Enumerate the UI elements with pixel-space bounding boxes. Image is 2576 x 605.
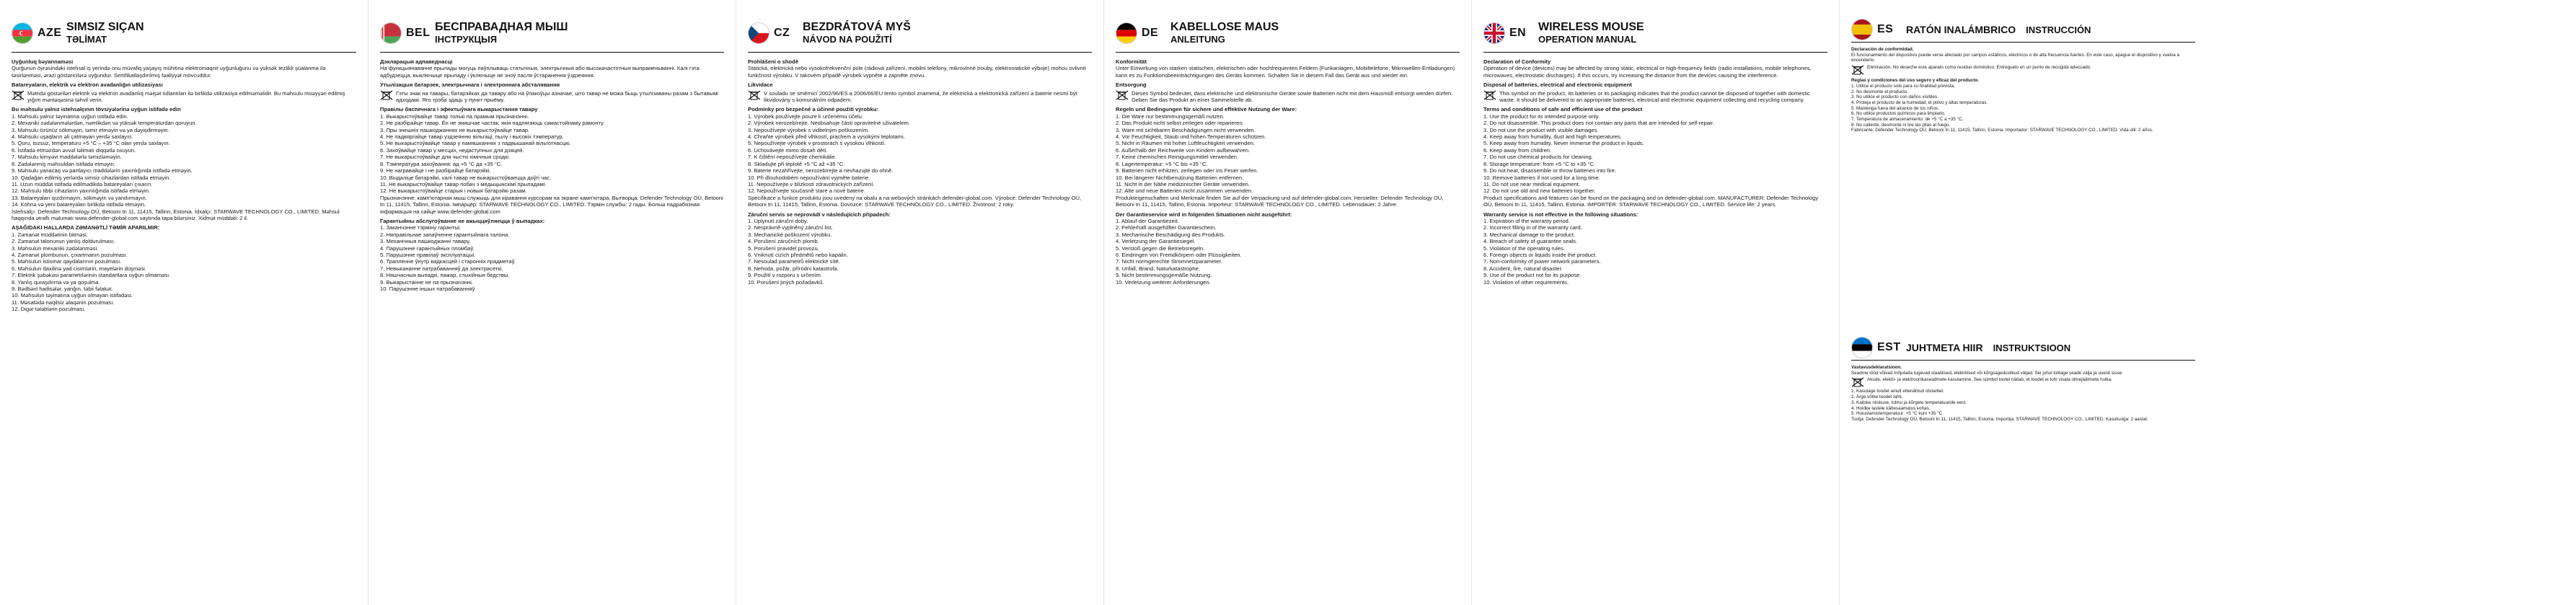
list-item: 7. Temperatura de almacenamiento: de +5 °C a +35 °C. [1851, 117, 1964, 123]
disposal-text: Гэты знак на тавары, батарэйках да тавару або на ўпакоўцы азначае, што тавар не можа быць утылізаваны разам з бытавымі адходамі. Яго трэба здаць у пункт прыёму. [396, 89, 718, 104]
list-item: 6. No utilice productos químicos para limpiarlo. [1851, 111, 1946, 117]
germany-flag-icon [1116, 22, 1137, 44]
section-heading: Konformität [1116, 58, 1147, 65]
section-heading: Prohlášení o shodě [748, 58, 799, 65]
list-item: 11. Nicht in der Nähe medizinischer Geräte verwenden. [1116, 180, 1250, 187]
column-header [1851, 17, 2195, 43]
list-item: 9. Bədbəxt hadisələr, yanğın, təbii fəlakət. [12, 286, 113, 292]
list-item: 4. Парушэнне гарантыйных пломбаў. [380, 244, 475, 252]
list-item: 7. Non-conformity of power network parameters. [1483, 258, 1601, 265]
disposal-text: This symbol on the product, its batteries or its packaging indicates that the product cannot be disposed of together with domestic waste. It should be delivered to an appropriate batteries, electrical and electronic equipment collecting and recycling company. [1499, 89, 1810, 104]
list-item: 2. Ärge võtke toodet lahti. [1851, 394, 1903, 400]
estonia-flag-icon [1851, 337, 1873, 358]
disposal-text: Mətndə göstərilən elektrik və elektron avadanlıq məişət tullantıları ilə birlikdə utilizasiya edilməməlidir. Bu məhsulu müəyyən edilmiş yığım məntəqəsinə təhvil verin. [27, 89, 345, 104]
list-item: 3. Məhsulun mexaniki zədələnməsi. [12, 244, 99, 252]
section-heading: Warranty service is not effective in the following situations: [1483, 211, 1638, 218]
list-item: 7. Məhsulu kimyəvi maddələrlə təmizləməyin. [12, 154, 122, 161]
list-item: 1. Uplynutí záruční doby. [748, 217, 808, 224]
product-subtitle: INSTRUCCIÓN [2026, 25, 2091, 35]
crossed-bin-icon [748, 90, 761, 100]
list-item: 7. K čištění nepoužívejte chemikálie. [748, 154, 837, 161]
disposal-notice [1851, 65, 2195, 75]
paragraph: Unter Einwirkung von starken statischen, elektrischen oder hochfrequenten Feldern (Funkanlagen, Mobiltelefone, Mikrowellen-Entladungen) kann es zu Funktionsbeeinträchtigungen des Geräts kommen. Schalten Sie in diesem Fall das Gerät aus und wieder ein. [1116, 65, 1455, 79]
list-item: 8. Yanlış quraşdırma və ya qoşulma. [12, 278, 100, 286]
list-item: 4. Keep away from humidity, dust and high temperatures. [1483, 133, 1622, 141]
section-es [1851, 17, 2195, 331]
section-heading: Reglas y condiciones del uso seguro y eficaz del producto. [1851, 78, 1980, 84]
list-item: 5. Porušení pravidel provozu. [748, 244, 819, 252]
uk-flag-icon [1483, 22, 1505, 44]
column-header [1116, 14, 1460, 53]
list-item: 1. Выкарыстоўвайце тавар толькі па прамым прызначэнні. [380, 112, 529, 120]
column-body [380, 58, 724, 292]
list-item: 10. Violation of other requirements. [1483, 278, 1569, 286]
paragraph: Qurğunun öyrəsindəki istehsal iş yerində onu müvafiq yaşayış mühitinə elektromaqnit uyğunluğunu və yüksək tezlikli şüalanma ilə təsirlənməsi, ərazi göstəricilərə uyğundur. Sertifikatlaşdırılmış fəaliyyət mövcuddur. [12, 65, 326, 79]
disposal-notice [1116, 90, 1460, 104]
czech-flag-icon [748, 22, 769, 44]
product-title: БЕСПРАВАДНАЯ МЫШ [435, 21, 568, 33]
list-item: 5. Verstoß gegen die Betriebsregeln. [1116, 244, 1205, 252]
crossed-bin-icon [380, 90, 393, 100]
product-title: BEZDRÁTOVÁ MYŠ [803, 21, 911, 33]
section-est [1851, 335, 2195, 595]
product-subtitle: ІНСТРУКЦЫЯ [435, 34, 498, 45]
list-item: 3. Механічныя пашкоджанні тавару. [380, 238, 471, 245]
column-en [1471, 0, 1839, 605]
list-item: 3. No utilice el producto con daños visibles. [1851, 94, 1938, 100]
section-heading: Declaración de conformidad. [1851, 47, 1914, 52]
disposal-notice [12, 90, 356, 104]
list-item: 4. Proteja el producto de la humedad, el polvo y altas temperaturas. [1851, 100, 1988, 105]
list-item: 9. Nicht bestimmungsgemäße Nutzung. [1116, 272, 1212, 279]
language-code: CZ [774, 27, 790, 39]
list-item: 1. Məhsulu yalnız təyinatına uyğun istifadə edin. [12, 112, 128, 120]
list-item: 6. Məhsulun daxilinə yad cisimlərin, mayelərin düşməsi. [12, 265, 146, 272]
column-header [380, 14, 724, 53]
section-heading: AŞAĞIDAKI HALLARDA ZƏMANƏTLİ TƏMİR APARILMIR: [12, 224, 160, 231]
column-bel [368, 0, 736, 605]
product-title: KABELLOSE MAUS [1170, 21, 1279, 33]
list-item: 9. Məhsulu yanacaq və partlayıcı maddələrin yaxınlığında istifadə etməyin. [12, 167, 193, 175]
paragraph: El funcionamiento del dispositivo puede verse afectado por campos estáticos, eléctricos o de alta frecuencia fuertes. En este caso, apague el dispositivo y vuelva a encenderlo. [1851, 52, 2180, 63]
list-item: 5. Keep away from humidity. Never immerse the product in liquids. [1483, 140, 1644, 147]
list-item: 3. Ware mit sichtbaren Beschädigungen nicht verwenden. [1116, 126, 1256, 133]
section-heading: Утылізацыя батарэек, электрычнага і электроннага абсталявання [380, 81, 560, 89]
list-item: 4. Məhsulu uşaqların əli çatmayan yerdə saxlayın. [12, 133, 133, 141]
section-heading: Правілы бяспечнага і эфектыўнага выкарыстання тавару [380, 106, 538, 113]
list-item: 9. Batterien nicht erhitzen, zerlegen oder ins Feuer werfen. [1116, 167, 1258, 175]
list-item: 2. Incorrect filling in of the warranty card. [1483, 224, 1582, 231]
paragraph: İstehsalçı: Defender Technology OÜ, Betooni tn 11, 11415, Tallinn, Estonia. İdxalçı: STARWAVE TECHNOLOGY CO., LIMITED. Məhsul haqqında ətraflı məlumatı www.defender-global.com saytında tapa bilərsiniz. Xidmət müddəti: 2 il. [12, 208, 340, 221]
column-aze [0, 0, 368, 605]
list-item: 10. Remove batteries if not used for a long time. [1483, 174, 1600, 181]
list-item: 12. Alte und neue Batterien nicht zusammen verwenden. [1116, 187, 1253, 195]
list-item: 10. Məhsulun təyinatına uyğun olmayan istifadəsi. [12, 292, 133, 299]
column-body [1851, 365, 2195, 423]
list-item: 6. Eindringen von Fremdkörpern oder Flüssigkeiten. [1116, 251, 1242, 258]
list-item: 5. Quru, tozsuz, temperaturu +5 °C – +35 °C olan yerdə saxlayın. [12, 140, 170, 147]
product-subtitle: INSTRUKTSIOON [1993, 343, 2071, 353]
list-item: 9. Baterie nezahřívejte, nerozebírejte a nevhazujte do ohně. [748, 167, 894, 175]
list-item: 6. Vniknutí cizích předmětů nebo kapalin. [748, 251, 848, 258]
list-item: 8. Storage temperature: from +5 °C to +35 °C. [1483, 160, 1596, 167]
list-item: 4. Chraňte výrobek před vlhkostí, prachem a vysokými teplotami. [748, 133, 905, 141]
list-item: 1. Kasutage toodet ainult ettenähtud otstarbel. [1851, 389, 1944, 394]
section-heading: Podmínky pro bezpečné a účinné použití výrobku: [748, 106, 879, 113]
section-heading: Terms and conditions of safe and efficient use of the product [1483, 106, 1643, 113]
paragraph: Produkteigenschaften und Merkmale finden Sie auf der Verpackung und auf defender-global.com. Hersteller: Defender Technology OÜ, Betooni tn 11, 11415, Tallinn, Estonia. Importeur: STARWAVE TECHNOLOGY CO., LIMITED. Lebensdauer: 2 Jahre. [1116, 194, 1444, 208]
list-item: 6. Foreign objects or liquids inside the product. [1483, 251, 1597, 258]
paragraph: Fabricante: Defender Technology OÜ, Betooni tn 11, 11415, Tallinn, Estonia. Importador: STARWAVE TECHNOLOGY CO., LIMITED. Vida útil: 2 años. [1851, 128, 2153, 133]
list-item: 12. Do not use old and new batteries together. [1483, 187, 1596, 195]
list-item: 4. Hoidke lastele kättesaamatus kohas. [1851, 405, 1931, 411]
paragraph: Specifikace a funkce produktu jsou uvedeny na obalu a na webových stránkách defender-global.com. Výrobce: Defender Technology OÜ, Betooni tn 11, 11415, Tallinn, Estonia. Dovozce: STARWAVE TECHNOLOGY CO., LIMITED. Životnost: 2 roky. [748, 194, 1082, 208]
crossed-bin-icon [1851, 377, 1864, 387]
list-item: 1. Use the product for its intended purpose only. [1483, 112, 1600, 120]
column-es-est [1839, 0, 2207, 605]
list-item: 3. Do not use the product with visible damages. [1483, 126, 1599, 133]
list-item: 10. Qadağan edilmiş yerlərdə simsiz cihazlardan istifadə etməyin. [12, 174, 171, 181]
list-item: 5. Hoiustamistemperatuur: +5 °C kuni +35 °C. [1851, 411, 1944, 417]
column-body [1483, 58, 1827, 286]
section-heading: Bu məhsulu yalnız istehsalçının tövsiyələrinə uyğun istifadə edin [12, 106, 181, 113]
list-item: 7. Keine chemischen Reinigungsmittel verwenden. [1116, 154, 1239, 161]
list-item: 5. Violation of the operating rules. [1483, 244, 1565, 252]
list-item: 4. Porušení záručních plomb. [748, 238, 819, 245]
list-item: 8. Unfall, Brand, Naturkatastrophe. [1116, 265, 1200, 272]
list-item: 3. Nepoužívejte výrobek s viditelným poškozením. [748, 126, 870, 133]
product-subtitle: ANLEITUNG [1170, 34, 1225, 45]
column-body [1116, 58, 1460, 286]
list-item: 7. Невыкананне патрабаванняў да электрасеткі. [380, 265, 503, 272]
list-item: 9. Не награвайце і не разбірайце батарэйкі. [380, 167, 491, 175]
disposal-text: V souladu se směrnicí 2002/96/ES a 2006/66/EU tento symbol znamená, že elektrická a elektronická zařízení a baterie nesmí být likvidovány s komunálním odpadem. [764, 89, 1077, 104]
list-item: 2. Zəmanət talonunun yanlış doldurulması. [12, 238, 115, 245]
list-item: 5. Mantenga fuera del alcance de los niños. [1851, 105, 1939, 111]
column-cz [736, 0, 1103, 605]
product-title: WIRELESS MOUSE [1538, 21, 1644, 33]
list-item: 2. Das Produkt nicht selbst zerlegen oder reparieren. [1116, 120, 1244, 127]
list-item: 10. Při dlouhodobém nepoužívání vyjměte baterie. [748, 174, 870, 181]
list-item: 3. Mechanické poškození výrobku. [748, 231, 832, 238]
list-item: 8. Няшчасныя выпадкі, пажар, стыхійныя бедствы. [380, 272, 510, 279]
disposal-text: Eliminación. No deseche este aparato como residuo doméstico. Entréguelo en un punto de recogida adecuado. [1867, 65, 2091, 71]
list-item: 10. Выдаліце батарэйкі, калі тавар не выкарыстоўваецца доўгі час. [380, 174, 552, 181]
list-item: 8. Тэмпература захоўвання: ад +5 °C да +35 °C. [380, 160, 503, 167]
list-item: 14. Köhnə və yeni batareyaları birlikdə istifadə etməyin. [12, 201, 146, 208]
language-code: EN [1509, 27, 1527, 39]
section-heading: Batareyaların, elektrik və elektron avadanlığın utilizasiyası [12, 81, 163, 89]
list-item: 1. Die Ware nur bestimmungsgemäß nutzen. [1116, 112, 1225, 120]
section-heading: Regeln und Bedingungen für sichere und effektive Nutzung der Ware: [1116, 106, 1297, 113]
list-item: 1. Výrobek používejte pouze k určenému účelu. [748, 112, 863, 120]
list-item: 11. Nepoužívejte v blízkosti zdravotnických zařízení. [748, 180, 875, 187]
list-item: 9. Выкарыстанне не па прызначэнні. [380, 278, 474, 286]
list-item: 2. No desmonte el producto. [1851, 89, 1909, 94]
paragraph: Tootja: Defender Technology OÜ, Betooni tn 11, 11415, Tallinn, Estonia. Importija: STARWAVE TECHNOLOGY CO., LIMITED. Kasutusiga: 2 aastat. [1851, 416, 2148, 422]
section-heading: Záruční servis se neprovádí v následujících případech: [748, 211, 891, 218]
list-item: 5. Nicht in Räumen mit hoher Luftfeuchtigkeit verwenden. [1116, 140, 1255, 147]
paragraph: Statická, elektrická nebo vysokofrekvenční pole (rádiová zařízení, mobilní telefony, mikrovlnné trouby, elektrostatické výboje) mohou ovlivnit funkčnost výrobku. V takovém případě výrobek vypněte a zapněte znovu. [748, 65, 1086, 79]
list-item: 2. Fehlerhaft ausgefüllter Garantieschein. [1116, 224, 1217, 231]
section-heading: Дэкларацыя адпаведнасці [380, 58, 453, 65]
list-item: 13. Batareyaları qızdırmayın, sökməyin və yandırmayın. [12, 194, 147, 201]
list-item: 3. Mechanical damage to the product. [1483, 231, 1576, 238]
crossed-bin-icon [12, 90, 25, 100]
list-item: 1. Ablauf der Garantiezeit. [1116, 217, 1179, 224]
language-code: BEL [406, 27, 431, 39]
list-item: 1. Utilice el producto solo para su finalidad prevista. [1851, 83, 1955, 89]
list-item: 8. Skladujte při teplotě +5 °C až +35 °C. [748, 160, 845, 167]
list-item: 1. Заканчэнне тэрміну гарантыі. [380, 224, 462, 231]
paragraph: Seadme tööd võivad mõjutada tugevad staatilised, elektrilised või kõrgsageduslikud väljad. Sel juhul lülitage seade välja ja uuesti sisse. [1851, 370, 2123, 376]
list-item: 2. Не разбірайце тавар. Ён не змяшчае частак, якія падлягаюць самастойнаму рамонту. [380, 120, 605, 127]
crossed-bin-icon [1116, 90, 1129, 100]
list-item: 6. Uchovávejte mimo dosah dětí. [748, 146, 828, 154]
list-item: 6. İstifadə etməzdən əvvəl təlimatı diqqətlə oxuyun. [12, 146, 136, 154]
crossed-bin-icon [1483, 90, 1496, 100]
list-item: 4. Zəmanət plombunun, çıxartmanın pozulması. [12, 251, 128, 258]
list-item: 2. Nesprávně vyplněný záruční list. [748, 224, 833, 231]
column-header [12, 14, 356, 53]
list-item: 3. Пры знешніх пашкоджаннях не выкарыстоўвайце тавар. [380, 126, 530, 133]
list-item: 8. No caliente, desmonte ni tire las pilas al fuego. [1851, 122, 1951, 128]
list-item: 2. Няправільнае запаўненне гарантыйнага талона. [380, 231, 510, 238]
list-item: 12. Не выкарыстоўвайце старыя і новыя батарэйкі разам. [380, 187, 527, 195]
list-item: 7. Do not use chemical products for cleaning. [1483, 154, 1593, 161]
list-item: 3. Məhsulu özünüz sökməyin, təmir etməyin və ya dəyişdirməyin. [12, 126, 169, 133]
disposal-notice [1483, 90, 1827, 104]
column-header [748, 14, 1092, 53]
section-heading: Uyğunluq bəyannaməsi [12, 58, 74, 65]
list-item: 7. Elektrik şəbəkəsi parametrlərinin standartlara uyğun olmaması. [12, 272, 171, 279]
disposal-text: Akude, elektri- ja elektroonikaseadmete kasutamine. See sümbol tootel näitab, et toodet ei tohi visata olmejäätmete hulka. [1867, 377, 2112, 383]
list-item: 11. Не выкарыстоўвайце тавар побач з медыцынскімі прыладамі. [380, 180, 547, 187]
list-item: 9. Do not heat, disassemble or throw batteries into fire. [1483, 167, 1617, 175]
list-item: 3. Kaitske niiskuse, tolmu ja kõrgete temperatuuride eest. [1851, 399, 1967, 405]
disposal-notice [380, 90, 724, 104]
list-item: 4. Breach of safety of guarantee seals. [1483, 238, 1578, 245]
list-item: 7. Не выкарыстоўвайце для чысткі хімічныя сродкі. [380, 154, 511, 161]
list-item: 11. Do not use near medical equipment. [1483, 180, 1581, 187]
list-item: 5. Məhsulun istismar qaydalarının pozulması. [12, 258, 122, 265]
section-heading: Entsorgung [1116, 81, 1147, 89]
list-item: 4. Verletzung der Garantiesiegel. [1116, 238, 1196, 245]
language-code: AZE [38, 27, 62, 39]
list-item: 4. Vor Feuchtigkeit, Staub und hohen Temperaturen schützen. [1116, 133, 1266, 141]
list-item: 2. Mexaniki zədələnmələrdən, nəmlikdən və yüksək temperaturdan qoruyun. [12, 120, 197, 127]
product-subtitle: NÁVOD NA POUŽITÍ [803, 34, 892, 45]
list-item: 10. Porušení jiných požadavků. [748, 278, 824, 286]
list-item: 10. Verletzung weiterer Anforderungen. [1116, 278, 1211, 286]
paragraph: На функцыянаванне прылады могуць паўплываць статычныя, электрычныя або высокачастотныя выпраменьванні. Калі гэта адбудзецца, выключыце прыладу і ўключыце яе зноў пасля ўстаранення ўздзеяння. [380, 65, 700, 79]
list-item: 2. Do not disassemble. This product does not contain any parts that are intended for self-repair. [1483, 120, 1714, 127]
list-item: 6. Außerhalb der Reichweite von Kindern aufbewahren. [1116, 146, 1250, 154]
product-subtitle: TƏLİMAT [66, 34, 107, 45]
list-item: 10. Bei längerer Nichtbenutzung Batterien entfernen. [1116, 174, 1244, 181]
azerbaijan-flag-icon [12, 22, 33, 44]
spain-flag-icon [1851, 19, 1873, 40]
list-item: 10. Парушэнне іншых патрабаванняў. [380, 286, 476, 292]
list-item: 5. Nepoužívejte výrobek v prostorách s vysokou vlhkostí. [748, 140, 886, 147]
product-title: JUHTMETA HIIR [1906, 342, 1983, 353]
section-heading: Disposal of batteries, electrical and electronic equipment [1483, 81, 1632, 89]
list-item: 8. Zədələnmiş məhsuldan istifadə etməyin. [12, 160, 115, 167]
product-title: SIMSIZ SIÇAN [66, 21, 144, 33]
list-item: 3. Mechanische Beschädigung des Produkts. [1116, 231, 1225, 238]
crossed-bin-icon [1851, 65, 1864, 75]
disposal-text: Dieses Symbol bedeutet, dass elektrische und elektronische Geräte sowie Batterien nicht mit dem Hausmüll entsorgt werden dürfen. Geben Sie das Produkt an einer Sammelstelle ab. [1132, 89, 1453, 104]
column-body [1851, 47, 2195, 133]
list-item: 9. Použití v rozporu s určením. [748, 272, 822, 279]
column-body [748, 58, 1092, 286]
list-item: 5. Парушэнне правілаў эксплуатацыі. [380, 251, 476, 258]
list-item: 7. Nicht normgerechte Stromnetzparameter. [1116, 258, 1222, 265]
product-title: RATÓN INALÁMBRICO [1906, 24, 2016, 35]
list-item: 9. Use of the product not for its purpose. [1483, 272, 1582, 279]
list-item: 8. Lagertemperatur: +5 °C bis +35 °C. [1116, 160, 1208, 167]
list-item: 6. Захоўвайце тавар у месцах, недаступных для дзяцей. [380, 146, 524, 154]
section-heading: Declaration of Conformity [1483, 58, 1551, 65]
list-item: 12. Məhsulu tibbi cihazların yaxınlığında istifadə etməyin. [12, 187, 151, 195]
section-heading: Гарантыйны абслугоўванне не ажыццяўляецца ў выпадках: [380, 217, 545, 224]
list-item: 8. Accident, fire, natural disaster. [1483, 265, 1563, 272]
list-item: 11. Məsafədə naqilsiz əlaqənin pozulması. [12, 299, 115, 306]
column-header [1851, 335, 2195, 361]
list-item: 5. Не выкарыстоўвайце тавар у памяшканнях з падвышанай вільготнасцю. [380, 140, 571, 147]
paragraph: Product specifications and features can be found on the packaging and on defender-global.com. MANUFACTURER: Defender Technology OÜ, Betooni tn 11, 11415, Tallinn, Estonia. IMPORTER: STARWAVE TECHNOLOGY CO., LIMITED. Service life: 2 years. [1483, 194, 1819, 208]
column-de [1103, 0, 1471, 605]
list-item: 8. Nehoda, požár, přírodní katastrofa. [748, 265, 839, 272]
list-item: 1. Zəmanət müddətinin bitməsi. [12, 231, 88, 238]
disposal-notice [748, 90, 1092, 104]
language-code: DE [1142, 27, 1159, 39]
column-header [1483, 14, 1827, 53]
paragraph: Operation of device (devices) may be affected by strong static, electrical or high-frequency fields (radio installations, mobile telephones, microwaves, electrostatic discharges). If this occurs, try increasing the distance from the devices causing the interference. [1483, 65, 1812, 79]
belarus-flag-icon [380, 22, 402, 44]
paragraph: Прызначэнне: камп'ютарная мыш служыць для кіравання курсорам на экране камп'ютара. Вытворца: Defender Technology OÜ, Betooni tn 11, 11415, Tallinn, Estonia. Імпарцёр: STARWAVE TECHNOLOGY CO., LIMITED. Тэрмін службы: 2 гады. Больш падрабязная інфармацыя на сайце www.defender-global.com [380, 194, 723, 215]
section-heading: Likvidace [748, 81, 773, 89]
list-item: 6. Keep away from children. [1483, 146, 1552, 154]
list-item: 12. Digər tələblərin pozulması. [12, 306, 86, 313]
list-item: 4. Не падвяргайце тавар уздзеянню вільгаці, пылу і высокіх тэмператур. [380, 133, 564, 141]
list-item: 12. Nepoužívejte současně staré a nové baterie. [748, 187, 865, 195]
language-code: EST [1877, 341, 1901, 353]
list-item: 7. Nesoulad parametrů elektrické sítě. [748, 258, 840, 265]
list-item: 2. Výrobek nerozebírejte. Neobsahuje části opravitelné uživatelem. [748, 120, 910, 127]
list-item: 1. Expiration of the warranty period. [1483, 217, 1570, 224]
list-item: 6. Трапленне ўнутр вадкасцей і старонніх прадметаў. [380, 258, 516, 265]
language-code: ES [1877, 23, 1894, 35]
disposal-notice [1851, 377, 2195, 387]
section-heading: Der Garantieservice wird in folgenden Situationen nicht ausgeführt: [1116, 211, 1292, 218]
list-item: 11. Uzun müddət istifadə edilmədikdə batareyaları çıxarın. [12, 180, 153, 187]
column-body [12, 58, 356, 313]
product-subtitle: OPERATION MANUAL [1538, 34, 1637, 45]
section-heading: Vastavusdeklaratsioon. [1851, 365, 1902, 370]
